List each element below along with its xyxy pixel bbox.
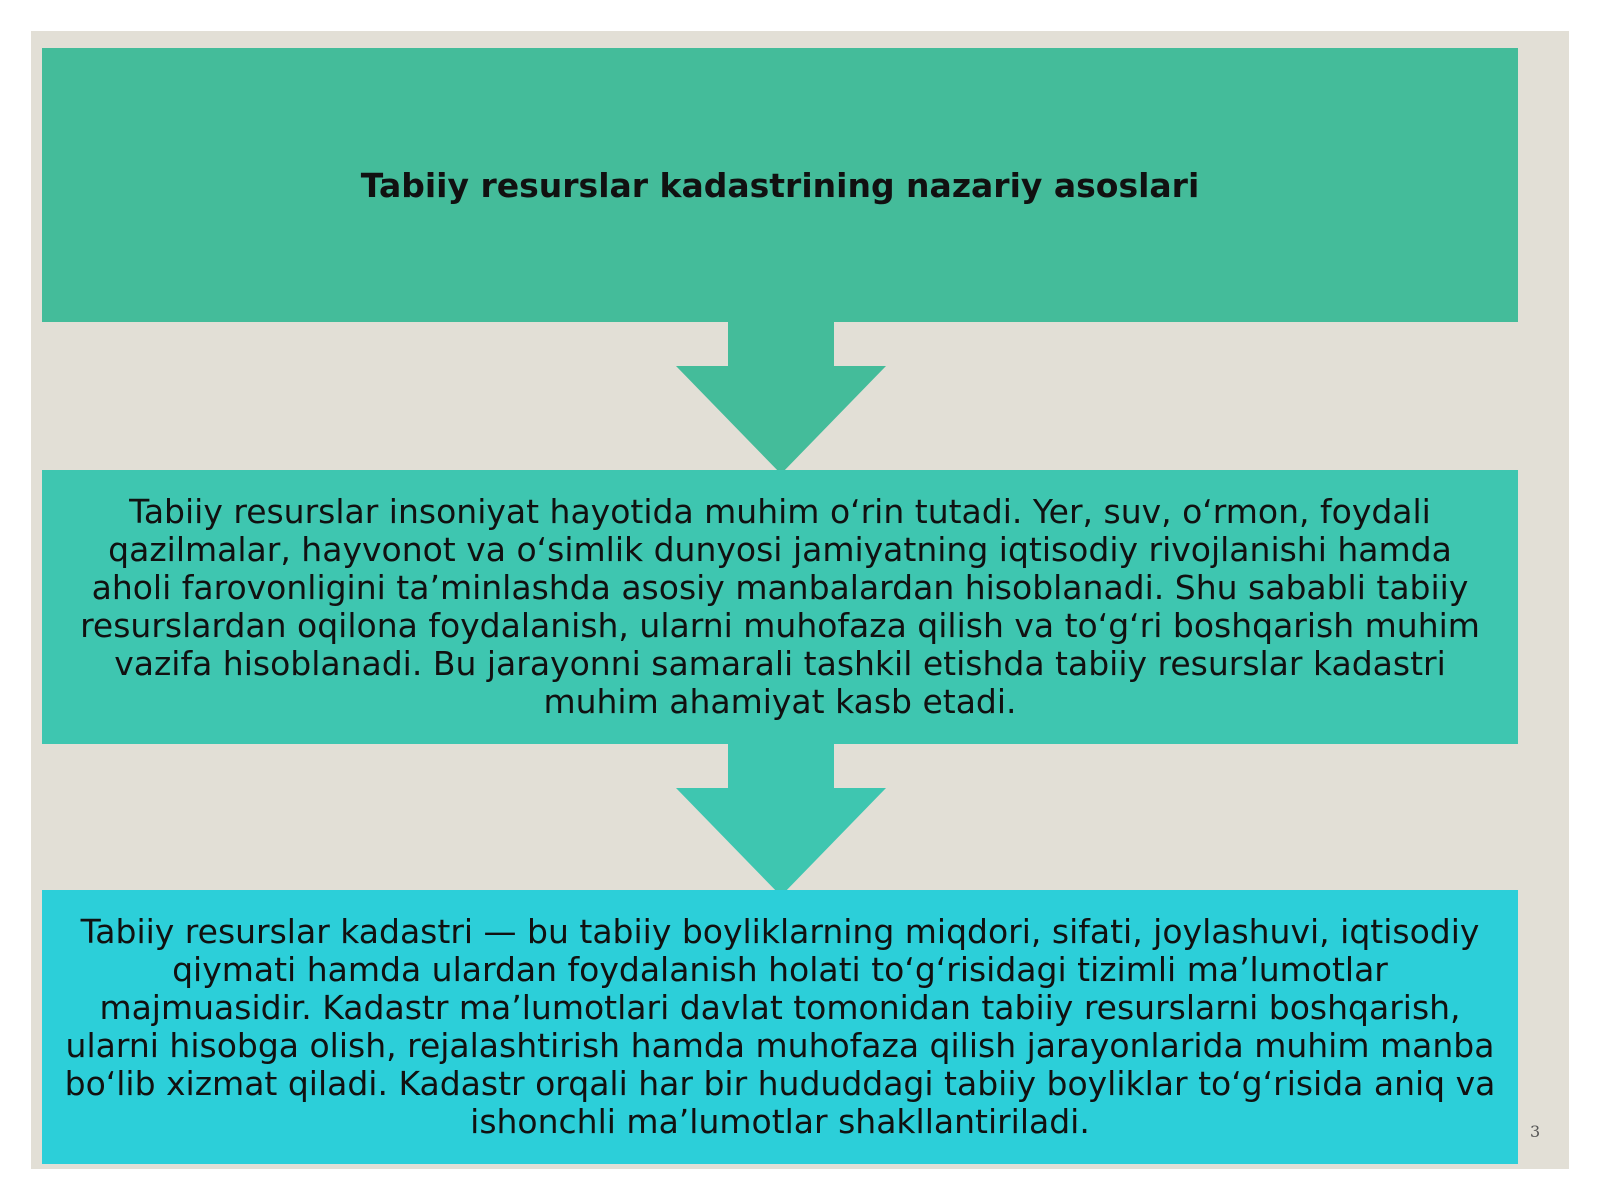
flow-box-definition: [42, 890, 1518, 1164]
flow-box-title: [42, 48, 1518, 322]
flow-box-definition-text: Tabiiy resurslar kadastri — bu tabiiy boyliklarning miqdori, sifati, joylashuvi, iqtisodiy qiymati hamda ulardan foydalanish holati toʻgʻrisidagi tizimli maʼlumotlar majmuasidir. Kadastr maʼlumotlari davlat tomonidan tabiiy resurslarni boshqarish, ularni hisobga olish, rejalashtirish hamda muhofaza qilish jarayonlarida muhim manba boʻlib xizmat qiladi. Kadastr orqali har bir hududdagi tabiiy boyliklar toʻgʻrisida aniq va ishonchli maʼlumotlar shakllantiriladi.: [64, 912, 1496, 1141]
flow-box-intro: [42, 470, 1518, 744]
flow-box-intro-text: Tabiiy resurslar insoniyat hayotida muhim oʻrin tutadi. Yer, suv, oʻrmon, foydali qazilmalar, hayvonot va oʻsimlik dunyosi jamiyatning iqtisodiy rivojlanishi hamda aholi farovonligini taʼminlashda asosiy manbalardan hisoblanadi. Shu sababli tabiiy resurslardan oqilona foydalanish, ularni muhofaza qilish va toʻgʻri boshqarish muhim vazifa hisoblanadi. Bu jarayonni samarali tashkil etishda tabiiy resurslar kadastri muhim ahamiyat kasb etadi.: [80, 492, 1480, 721]
down-arrow-1-shape: [676, 322, 886, 474]
down-arrow-2-shape: [676, 744, 886, 896]
down-arrow-1: [676, 322, 886, 474]
down-arrow-2: [676, 744, 886, 896]
page-number: 3: [1530, 1122, 1541, 1141]
flow-box-title-text: Tabiiy resurslar kadastrining nazariy asoslari: [360, 166, 1200, 205]
